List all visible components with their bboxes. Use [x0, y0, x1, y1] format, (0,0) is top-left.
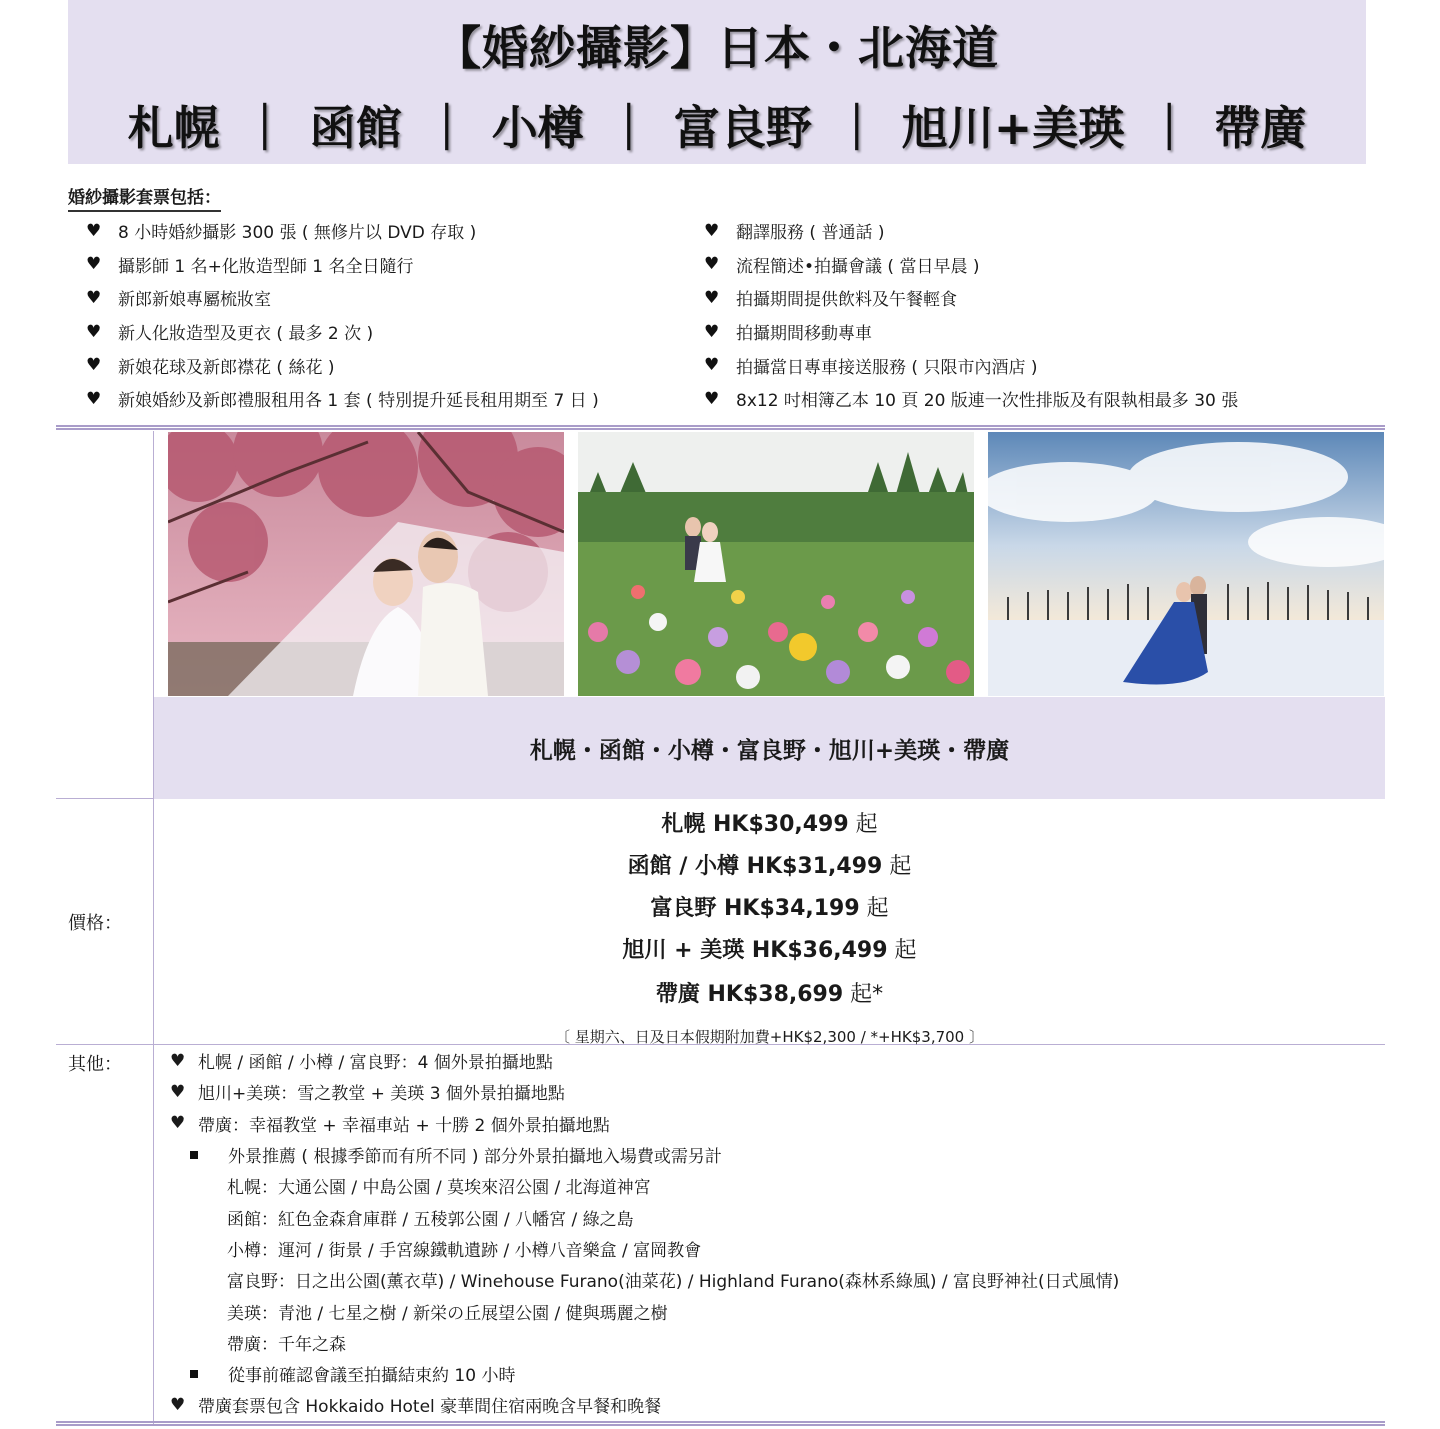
- list-item-text: 札幌 / 函館 / 小樽 / 富良野：4 個外景拍攝地點: [198, 1053, 553, 1074]
- heart-icon: ♥: [170, 1113, 186, 1134]
- separator: ｜: [1146, 101, 1193, 155]
- heart-icon: ♥: [170, 1050, 186, 1071]
- list-item-text: 新郎新娘專屬梳妝室: [118, 290, 271, 311]
- separator: ｜: [833, 101, 880, 155]
- price-suffix: 起: [887, 938, 917, 963]
- header-banner: [68, 0, 1366, 164]
- photo-flower-field-couple: [578, 432, 974, 696]
- price-label: 價格：: [68, 913, 122, 934]
- separator: ｜: [423, 101, 470, 155]
- price-list: [154, 804, 1385, 1047]
- price-value: 函館 / 小樽 HK$31,499: [627, 854, 883, 879]
- list-item-text: 新娘花球及新郎襟花 ( 絲花 ): [118, 357, 335, 378]
- list-item: [86, 382, 599, 416]
- price-line: [154, 930, 1385, 972]
- price-value: 帶廣 HK$38,699: [655, 982, 844, 1007]
- page-title: 【婚紗攝影】日本・北海道: [435, 21, 999, 75]
- list-item: [170, 1389, 1119, 1420]
- square-bullet-icon: [190, 1151, 198, 1159]
- list-item: [170, 1045, 1119, 1076]
- list-item-text: 新娘婚紗及新郎禮服租用各 1 套 ( 特別提升延長租用期至 7 日 ): [118, 391, 599, 412]
- surcharge-note: 〔 星期六、日及日本假期附加費+HK$2,300 / *+HK$3,700 〕: [555, 1028, 984, 1046]
- list-item-text: 外景推薦 ( 根據季節而有所不同 ) 部分外景拍攝地入場費或需另計: [228, 1147, 722, 1168]
- list-item-text: 旭川+美瑛：雪之教堂 + 美瑛 3 個外景拍攝地點: [198, 1084, 565, 1105]
- price-suffix: 起: [848, 812, 878, 837]
- list-item: 小樽：運河 / 街景 / 手宮線鐵軌遺跡 / 小樽八音樂盒 / 富岡教會: [227, 1240, 702, 1261]
- city-asahikawa-biei: 旭川+美瑛: [901, 101, 1125, 155]
- list-item: [86, 348, 599, 382]
- city-otaru: 小樽: [491, 101, 584, 155]
- list-item: 美瑛：青池 / 七星之樹 / 新栄の丘展望公園 / 健與瑪麗之樹: [227, 1303, 668, 1324]
- square-bullet-icon: [190, 1370, 198, 1378]
- list-item: [170, 1076, 1119, 1107]
- heart-icon: ♥: [86, 388, 102, 409]
- package-heading: 婚紗攝影套票包括：: [68, 183, 221, 212]
- package-list-right: [704, 214, 1238, 416]
- heart-icon: ♥: [704, 355, 720, 376]
- separator: ｜: [605, 101, 652, 155]
- price-suffix: 起: [882, 854, 912, 879]
- list-item: 富良野：日之出公園(薰衣草) / Winehouse Furano(油菜花) / Highland Furano(森林系綠風) / 富良野神社(日式風情): [227, 1272, 1120, 1293]
- package-list-left: [86, 214, 599, 416]
- list-item-text: 拍攝當日專車接送服務 ( 只限市內酒店 ): [736, 357, 1038, 378]
- city-sapporo: 札幌: [127, 101, 220, 155]
- list-item-text: 帶廣：幸福教堂 + 幸福車站 + 十勝 2 個外景拍攝地點: [198, 1115, 610, 1136]
- divider: [56, 1421, 1385, 1426]
- list-item-text: 8x12 吋相簿乙本 10 頁 20 版連一次性排版及有限執相最多 30 張: [736, 391, 1239, 412]
- city-hakodate: 函館: [309, 101, 402, 155]
- price-value: 札幌 HK$30,499: [661, 812, 849, 837]
- divider: [56, 425, 1385, 430]
- price-value: 富良野 HK$34,199: [650, 896, 860, 921]
- list-item-text: 新人化妝造型及更衣 ( 最多 2 次 ): [118, 324, 374, 345]
- heart-icon: ♥: [704, 254, 720, 275]
- list-item: [704, 315, 1238, 349]
- heart-icon: ♥: [704, 388, 720, 409]
- others-label: 其他：: [68, 1054, 122, 1075]
- list-item: 函館：紅色金森倉庫群 / 五稜郭公園 / 八幡宮 / 綠之島: [227, 1209, 634, 1230]
- heart-icon: ♥: [704, 220, 720, 241]
- price-value: 旭川 + 美瑛 HK$36,499: [622, 938, 888, 963]
- list-item: [704, 281, 1238, 315]
- heart-icon: ♥: [86, 254, 102, 275]
- list-item: [704, 348, 1238, 382]
- list-item-text: 拍攝期間提供飲料及午餐輕食: [736, 290, 957, 311]
- price-suffix: 起: [859, 896, 889, 921]
- heart-icon: ♥: [86, 287, 102, 308]
- heart-icon: ♥: [704, 321, 720, 342]
- city-band: 札幌・函館・小樽・富良野・旭川+美瑛・帶廣: [154, 697, 1385, 799]
- list-item: [704, 248, 1238, 282]
- others-list: [170, 1045, 1119, 1421]
- price-suffix: 起*: [843, 982, 884, 1007]
- list-item: [170, 1358, 1119, 1389]
- list-item: [86, 315, 599, 349]
- price-line: [154, 804, 1385, 846]
- list-item: [170, 1139, 1119, 1170]
- heart-icon: ♥: [170, 1081, 186, 1102]
- city-list: [68, 92, 1366, 158]
- list-item: 札幌：大通公園 / 中島公園 / 莫埃來沼公園 / 北海道神宮: [227, 1178, 651, 1199]
- list-item: [704, 214, 1238, 248]
- list-item: [704, 382, 1238, 416]
- heart-icon: ♥: [704, 287, 720, 308]
- price-line: [154, 972, 1385, 1018]
- list-item: [86, 214, 599, 248]
- list-item: [86, 248, 599, 282]
- separator: ｜: [241, 101, 288, 155]
- list-item-text: 8 小時婚紗攝影 300 張 ( 無修片以 DVD 存取 ): [118, 223, 477, 244]
- list-item-text: 流程簡述•拍攝會議 ( 當日早晨 ): [736, 256, 980, 277]
- city-obihiro: 帶廣: [1214, 101, 1307, 155]
- heart-icon: ♥: [86, 220, 102, 241]
- list-item-text: 翻譯服務 ( 普通話 ): [736, 223, 885, 244]
- photo-snow-field-couple: [988, 432, 1384, 696]
- heart-icon: ♥: [86, 355, 102, 376]
- heart-icon: ♥: [86, 321, 102, 342]
- city-furano: 富良野: [673, 101, 812, 155]
- list-item: [170, 1108, 1119, 1139]
- photo-cherry-blossom-couple: [168, 432, 564, 696]
- list-item-text: 拍攝期間移動專車: [736, 324, 872, 345]
- list-item: 帶廣：千年之森: [227, 1334, 346, 1355]
- price-line: [154, 846, 1385, 888]
- price-line: [154, 888, 1385, 930]
- list-item-text: 從事前確認會議至拍攝結束約 10 小時: [228, 1366, 516, 1387]
- list-item-text: 攝影師 1 名+化妝造型師 1 名全日隨行: [118, 256, 414, 277]
- list-item: [86, 281, 599, 315]
- list-item-text: 帶廣套票包含 Hokkaido Hotel 豪華間住宿兩晚含早餐和晚餐: [198, 1397, 662, 1418]
- heart-icon: ♥: [170, 1394, 186, 1415]
